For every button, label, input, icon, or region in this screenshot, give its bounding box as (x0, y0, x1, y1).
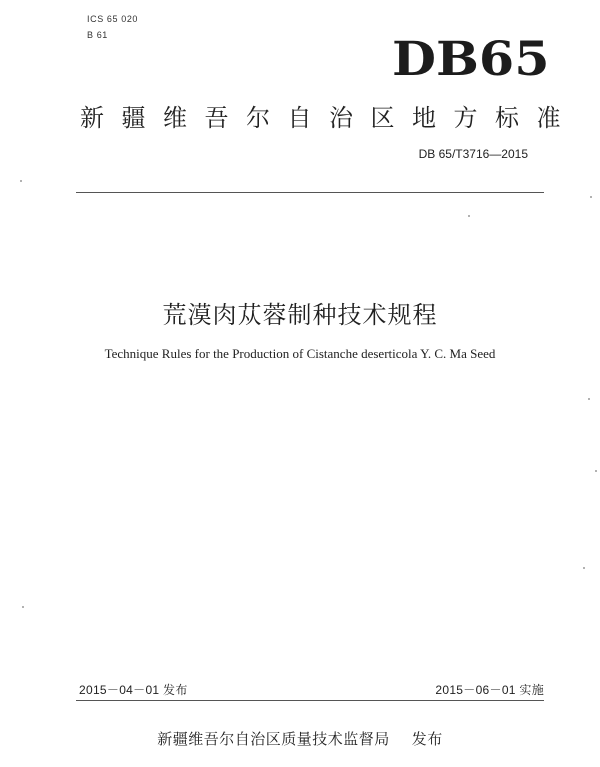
issue-date: 2015－04－01 发布 (79, 683, 188, 697)
scan-speck (20, 180, 22, 182)
ics-code: ICS 65 020 (87, 14, 139, 24)
document-title-chinese: 荒漠肉苁蓉制种技术规程 (162, 301, 438, 329)
top-divider (76, 192, 544, 193)
document-title-english: Technique Rules for the Production of Cistanche deserticola Y. C. Ma Seed (104, 346, 496, 361)
implementation-date: 2015－06－01 实施 (435, 683, 544, 697)
scan-speck (590, 196, 592, 198)
publish-label: 发布 (411, 730, 443, 748)
scan-speck (468, 215, 470, 217)
publisher-name: 新疆维吾尔自治区质量技术监督局 (157, 730, 390, 748)
db-logo: DB65 (392, 32, 550, 87)
publisher-line (0, 730, 600, 748)
scan-speck (22, 606, 24, 608)
standard-type-heading: 新疆维吾尔自治区地方标准 (80, 104, 578, 132)
scan-speck (595, 470, 597, 472)
scan-speck (583, 567, 585, 569)
bottom-divider (76, 700, 544, 701)
standard-number: DB 65/T3716—2015 (418, 147, 528, 161)
classification-code: B 61 (87, 30, 108, 40)
scan-speck (588, 398, 590, 400)
